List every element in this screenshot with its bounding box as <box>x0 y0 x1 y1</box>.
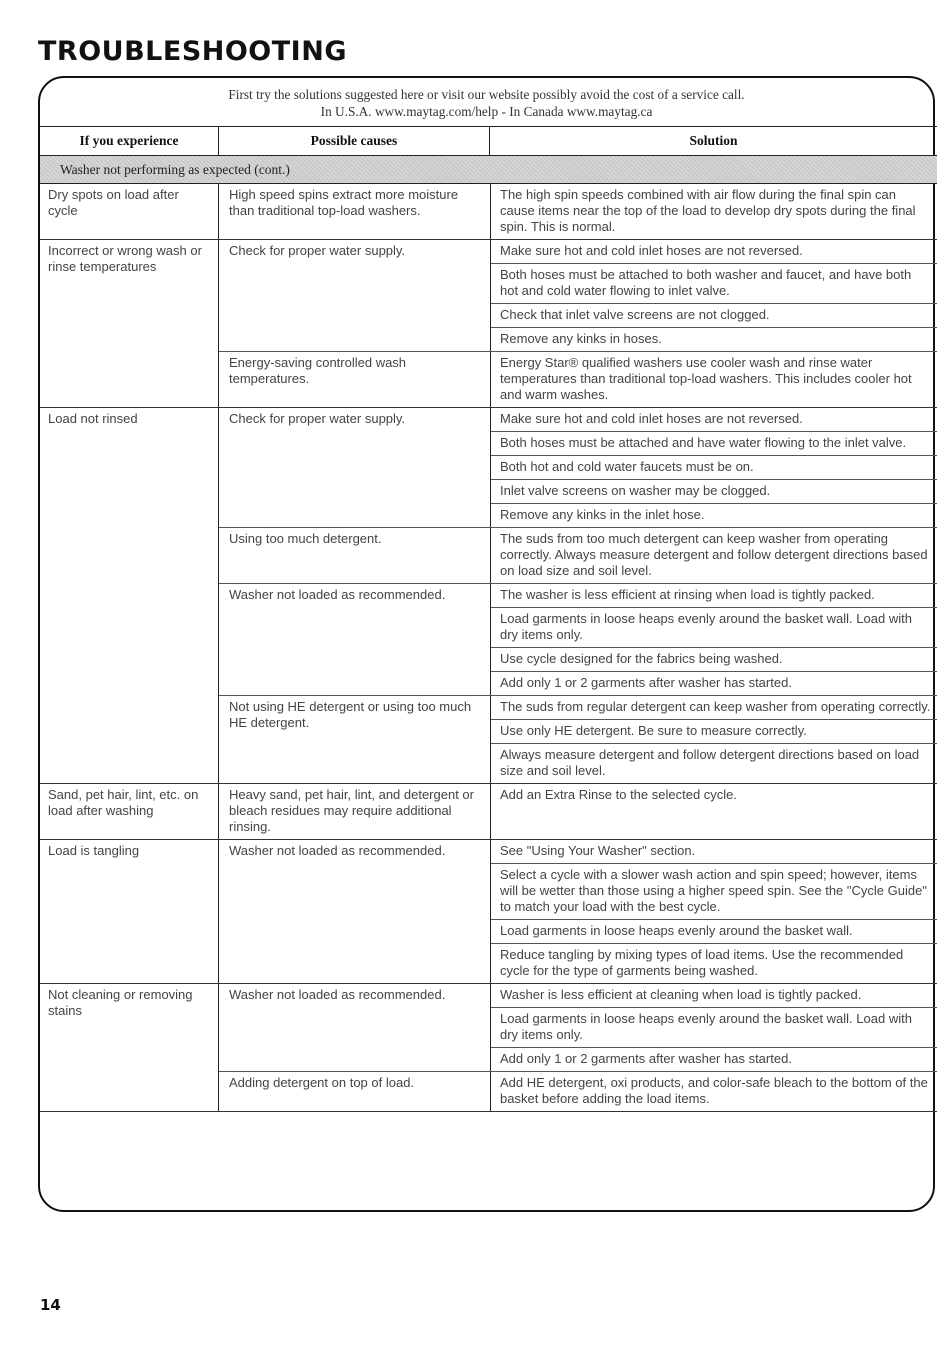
solution-cell: Load garments in loose heaps evenly around the basket wall. Load with dry items only. <box>491 1008 937 1048</box>
cause-cell: Using too much detergent. <box>229 531 382 546</box>
causes-column <box>218 184 937 239</box>
solution-cell: The high spin speeds combined with air flow during the final spin can cause items near the top of the load to develop dry spots during the final spin. This is normal. <box>500 187 916 234</box>
solution-cell: Use cycle designed for the fabrics being washed. <box>491 648 937 672</box>
solution-cell: Remove any kinks in hoses. <box>500 331 662 346</box>
symptom-cell: Load is tangling <box>48 843 140 858</box>
solutions-column <box>490 984 937 1071</box>
table-row <box>40 240 937 408</box>
solution-cell: Add only 1 or 2 garments after washer has started. <box>500 675 792 690</box>
solutions-column <box>490 696 937 783</box>
cause-cell: Not using HE detergent or using too much HE detergent. <box>229 699 472 730</box>
page-number: 14 <box>40 1296 61 1314</box>
solution-cell: The washer is less efficient at rinsing when load is tightly packed. <box>491 584 937 608</box>
intro-text <box>40 86 933 120</box>
cause-cell: Heavy sand, pet hair, lint, and detergent or bleach residues may require additional rinsing. <box>229 787 474 834</box>
symptom-cell: Sand, pet hair, lint, etc. on load after washing <box>48 787 199 818</box>
solution-cell: Use only HE detergent. Be sure to measure correctly. <box>491 720 937 744</box>
solution-cell: Remove any kinks in the inlet hose. <box>500 507 705 522</box>
page-title: TROUBLESHOOTING <box>38 36 347 67</box>
table-header-row <box>40 126 937 156</box>
solution-cell: The suds from regular detergent can keep washer from operating correctly. <box>491 696 937 720</box>
solution-cell: Make sure hot and cold inlet hoses are not reversed. <box>491 408 937 432</box>
solution-cell: Both hoses must be attached to both washer and faucet, and have both hot and cold water flowing to inlet valve. <box>491 264 937 304</box>
header-if-you-experience: If you experience <box>79 133 179 148</box>
cause-row <box>219 696 937 783</box>
symptom-cell: Not cleaning or removing stains <box>48 987 193 1018</box>
solutions-column <box>490 1072 937 1111</box>
cause-cell: Check for proper water supply. <box>229 243 406 258</box>
causes-column <box>218 840 937 983</box>
solution-cell: Load garments in loose heaps evenly around the basket wall. Load with dry items only. <box>491 608 937 648</box>
causes-column <box>218 984 937 1111</box>
cause-cell: Washer not loaded as recommended. <box>229 987 446 1002</box>
solution-cell: Make sure hot and cold inlet hoses are not reversed. <box>491 240 937 264</box>
solutions-column <box>490 784 937 839</box>
solutions-column <box>490 352 937 407</box>
solution-cell: Add HE detergent, oxi products, and color-safe bleach to the bottom of the basket before adding the load items. <box>500 1075 928 1106</box>
cause-cell: Energy-saving controlled wash temperatures. <box>229 355 407 386</box>
solutions-column <box>490 584 937 695</box>
intro-line-1: First try the solutions suggested here or visit our website possibly avoid the cost of a service call. <box>228 87 745 102</box>
causes-column <box>218 784 937 839</box>
cause-row <box>219 408 937 528</box>
cause-row <box>219 352 937 407</box>
causes-column <box>218 240 937 407</box>
solutions-column <box>490 184 937 239</box>
solution-cell: Select a cycle with a slower wash action and spin speed; however, items will be wetter than those using a higher speed spin. See the "Cycle Guide" to match your load with the best cycle. <box>491 864 937 920</box>
cause-row <box>219 840 937 983</box>
solution-cell: Add only 1 or 2 garments after washer has started. <box>500 1051 792 1066</box>
solution-cell: Both hot and cold water faucets must be on. <box>491 456 937 480</box>
symptom-cell: Dry spots on load after cycle <box>48 187 179 218</box>
cause-row <box>219 184 937 239</box>
table-row <box>40 984 937 1112</box>
solution-cell: Washer is less efficient at cleaning when load is tightly packed. <box>491 984 937 1008</box>
symptom-cell: Load not rinsed <box>48 411 138 426</box>
table-row <box>40 408 937 784</box>
cause-row <box>219 1072 937 1111</box>
solutions-column <box>490 840 937 983</box>
causes-column <box>218 408 937 783</box>
cause-row <box>219 584 937 696</box>
intro-line-2: In U.S.A. www.maytag.com/help - In Canada www.maytag.ca <box>320 104 653 119</box>
solution-cell: Inlet valve screens on washer may be clogged. <box>491 480 937 504</box>
solutions-column <box>490 240 937 351</box>
solutions-column <box>490 408 937 527</box>
cause-cell: Adding detergent on top of load. <box>229 1075 415 1090</box>
solution-cell: Check that inlet valve screens are not clogged. <box>491 304 937 328</box>
cause-row <box>219 984 937 1072</box>
cause-cell: Washer not loaded as recommended. <box>229 843 446 858</box>
solution-cell: Always measure detergent and follow detergent directions based on load size and soil level. <box>500 747 920 778</box>
table-row <box>40 184 937 240</box>
cause-cell: Washer not loaded as recommended. <box>229 587 446 602</box>
solutions-column <box>490 528 937 583</box>
cause-row <box>219 240 937 352</box>
troubleshooting-table <box>40 126 937 1112</box>
solution-cell: The suds from too much detergent can keep washer from operating correctly. Always measure detergent and follow detergent directions based on load size and soil level. <box>500 531 928 578</box>
solution-cell: Reduce tangling by mixing types of load items. Use the recommended cycle for the type of garments being washed. <box>500 947 904 978</box>
solution-cell: Add an Extra Rinse to the selected cycle. <box>500 787 738 802</box>
cause-cell: Check for proper water supply. <box>229 411 406 426</box>
table-row <box>40 784 937 840</box>
cause-row <box>219 528 937 584</box>
solution-cell: Energy Star® qualified washers use cooler wash and rinse water temperatures than traditional top-load washers. This includes cooler hot and warm washes. <box>500 355 912 402</box>
solution-cell: Load garments in loose heaps evenly around the basket wall. <box>491 920 937 944</box>
symptom-cell: Incorrect or wrong wash or rinse temperatures <box>48 243 202 274</box>
header-solution: Solution <box>489 127 937 155</box>
solution-cell: See "Using Your Washer" section. <box>491 840 937 864</box>
section-band: Washer not performing as expected (cont.) <box>40 156 937 184</box>
cause-cell: High speed spins extract more moisture than traditional top-load washers. <box>229 187 459 218</box>
header-possible-causes: Possible causes <box>218 127 489 155</box>
table-row <box>40 840 937 984</box>
cause-row <box>219 784 937 839</box>
table-body <box>40 184 937 1112</box>
solution-cell: Both hoses must be attached and have water flowing to the inlet valve. <box>491 432 937 456</box>
